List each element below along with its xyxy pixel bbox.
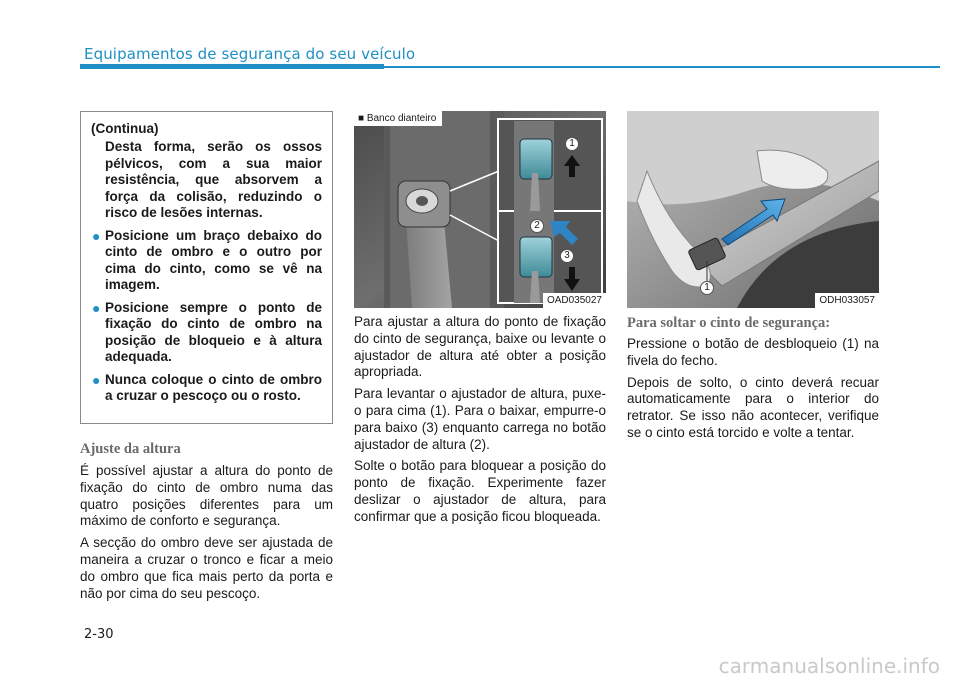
continued-box-bullet [92, 371, 322, 405]
paragraph: Para levantar o ajustador de altura, puxe-o para cima (1). Para o baixar, empurre-o para baixo (3) enquanto carrega no botão ajustador de altura (2). [354, 386, 606, 452]
section-header-title: Equipamentos de segurança do seu veículo [84, 45, 416, 63]
paragraph: A secção do ombro deve ser ajustada de maneira a cruzar o tronco e ficar a meio do ombro que fica mais perto da porta e não por cima do seu pescoço. [80, 535, 333, 601]
continued-box-title: (Continua) [91, 121, 159, 136]
continued-box-bullet [92, 299, 322, 366]
continued-box-bullet [92, 227, 322, 294]
figure-code: OAD035027 [543, 293, 606, 308]
adjust-instructions [354, 314, 606, 531]
bullet-dot-icon: ● [92, 299, 101, 316]
callout-1: 1 [565, 137, 579, 151]
height-section-heading: Ajuste da altura [80, 441, 181, 457]
continued-box-intro: Desta forma, serão os ossos pélvicos, com a sua maior resistência, que absorvem a força da colisão, reduzindo o risco de lesões internas. [105, 139, 322, 220]
paragraph: Depois de solto, o cinto deverá recuar automaticamente para o interior do retrator. Se isso não acontecer, verifique se o cinto está torcido e volte a tentar. [627, 374, 879, 440]
figure-belt-release [627, 111, 879, 308]
figure-label: ■ Banco dianteiro [354, 111, 442, 126]
paragraph: Solte o botão para bloquear a posição do ponto de fixação. Experimente fazer deslizar o ajustador de altura, para confirmar que a posição ficou bloqueada. [354, 458, 606, 524]
callout-1: 1 [700, 281, 714, 295]
callout-2: 2 [530, 219, 544, 233]
bullet-dot-icon: ● [92, 227, 101, 244]
paragraph: Para ajustar a altura do ponto de fixação do cinto de segurança, baixe ou levante o ajustador de altura até obter a posição apropriada. [354, 314, 606, 380]
bullet-dot-icon: ● [92, 371, 101, 388]
figure-height-adjuster [354, 111, 606, 308]
bullet-text: Posicione um braço debaixo do cinto de ombro e o outro por cima do cinto, como se vê na imagem. [105, 227, 322, 292]
figure-code: ODH033057 [815, 293, 879, 308]
release-section-heading: Para soltar o cinto de segurança: [627, 315, 831, 331]
release-instructions [627, 336, 879, 447]
continued-warning-box [80, 111, 333, 424]
bullet-text: Nunca coloque o cinto de ombro a cruzar o pescoço ou o rosto. [105, 371, 322, 403]
callout-3: 3 [560, 249, 574, 263]
paragraph: É possível ajustar a altura do ponto de fixação do cinto de ombro numa das quatro posições diferentes para um máximo de conforto e segurança. [80, 463, 333, 529]
paragraph: Pressione o botão de desbloqueio (1) na fivela do fecho. [627, 336, 879, 368]
bullet-text: Posicione sempre o ponto de fixação do cinto de ombro na posição de bloqueio e à altura adequada. [105, 299, 322, 364]
page-number: 2-30 [84, 627, 114, 642]
watermark: carmanualsonline.info [718, 654, 940, 678]
belt-release-illustration [627, 111, 879, 308]
header-rule-accent [80, 64, 384, 69]
height-section-body [80, 463, 333, 607]
